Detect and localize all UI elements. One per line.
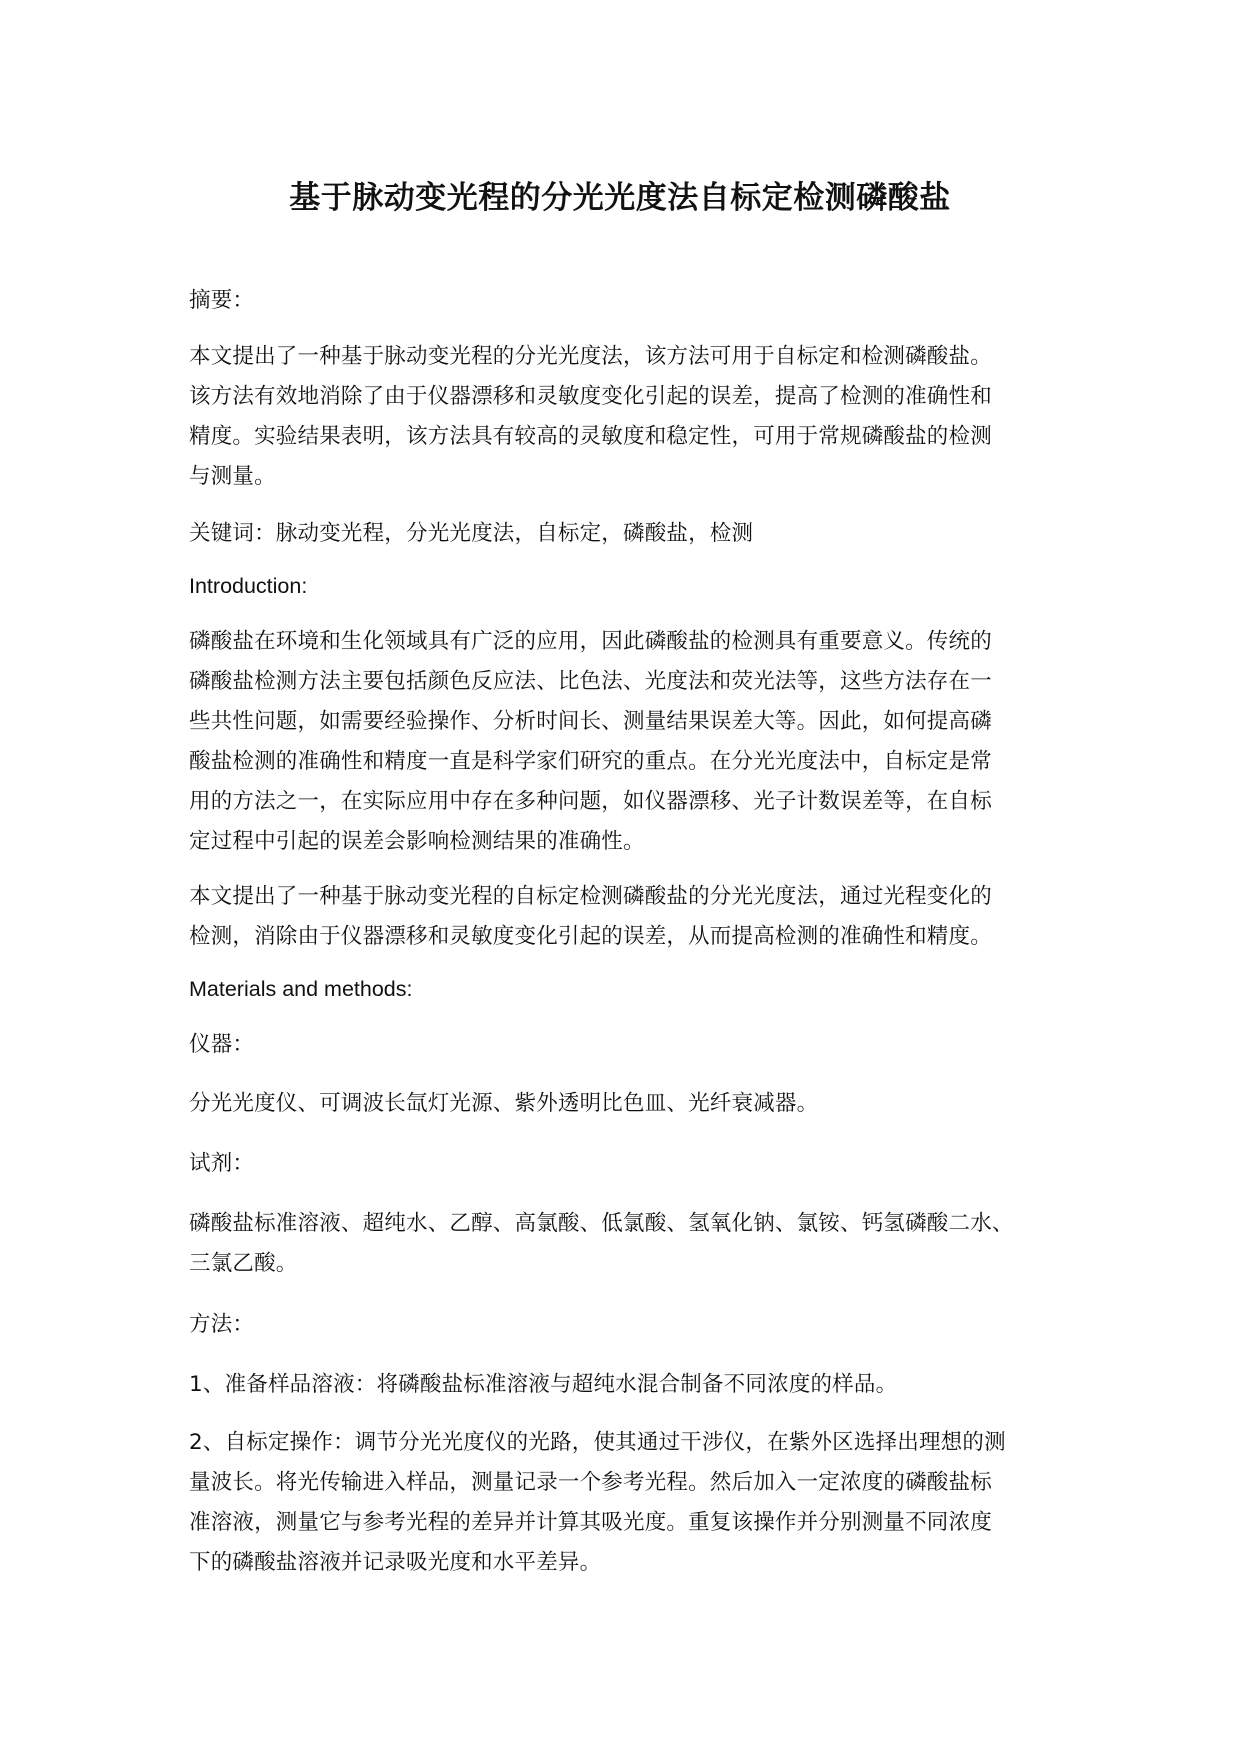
document-title: 基于脉动变光程的分光光度法自标定检测磷酸盐 [289,180,951,216]
method-step-1: 1、准备样品溶液：将磷酸盐标准溶液与超纯水混合制备不同浓度的样品。 [189,1372,898,1397]
method-step-2: 2、自标定操作：调节分光光度仪的光路，使其通过干涉仪，在紫外区选择出理想的测 量波长。将光传输进入样品，测量记录一个参考光程。然后加入一定浓度的磷酸盐标 准溶液，测量它与参考光程的差异并计算其吸光度。重复该操作并分别测量不同浓度 下的磷酸盐溶液并记录吸光度和水平差异。 [189,1430,1006,1575]
reagents-body: 磷酸盐标准溶液、超纯水、乙醇、高氯酸、低氯酸、氢氧化钠、氯铵、钙氢磷酸二水、 三氯乙酸。 [189,1211,1014,1276]
introduction-paragraph-2: 本文提出了一种基于脉动变光程的自标定检测磷酸盐的分光光度法，通过光程变化的 检测，消除由于仪器漂移和灵敏度变化引起的误差，从而提高检测的准确性和精度。 [189,884,992,949]
keywords: 关键词：脉动变光程，分光光度法，自标定，磷酸盐，检测 [189,521,754,546]
instruments-body: 分光光度仪、可调波长氙灯光源、紫外透明比色皿、光纤衰减器。 [189,1091,819,1116]
abstract-body: 本文提出了一种基于脉动变光程的分光光度法，该方法可用于自标定和检测磷酸盐。 该方法有效地消除了由于仪器漂移和灵敏度变化引起的误差，提高了检测的准确性和 精度。实验结果表明，该方法具有较高的灵敏度和稳定性，可用于常规磷酸盐的检测 与测量。 [189,344,992,489]
method-heading: 方法： [189,1312,255,1337]
introduction-paragraph-1: 磷酸盐在环境和生化领域具有广泛的应用，因此磷酸盐的检测具有重要意义。传统的 磷酸盐检测方法主要包括颜色反应法、比色法、光度法和荧光法等，这些方法存在一 些共性问题，如需要经验操作、分析时间长、测量结果误差大等。因此，如何提高磷 酸盐检测的准确性和精度一直是科学家们研究的重点。在分光光度法中，自标定是常 用的方法之一，在实际应用中存在多种问题，如仪器漂移、光子计数误差等，在自标 定过程中引起的误差会影响检测结果的准确性。 [189,629,992,854]
introduction-heading: Introduction: [189,574,308,598]
reagents-heading: 试剂： [189,1151,255,1176]
instruments-heading: 仪器： [189,1032,255,1057]
methods-heading: Materials and methods: [189,977,413,1001]
abstract-heading: 摘要： [189,288,255,313]
